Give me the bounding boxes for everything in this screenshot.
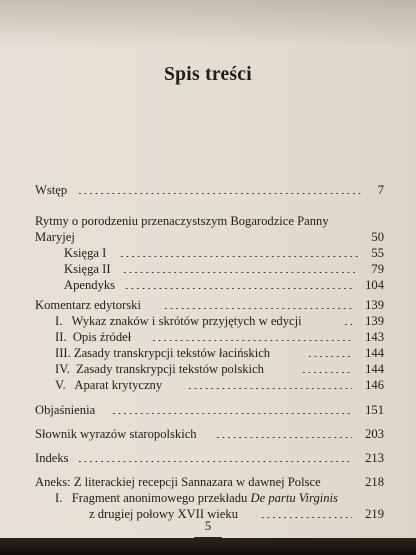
toc-entry-page: 104	[365, 278, 384, 292]
toc-entry-page: 144	[365, 362, 384, 376]
toc-leader	[111, 406, 352, 414]
toc-entry-label: I. Wykaz znaków i skrótów przyjętych w edycji	[55, 314, 302, 328]
toc-entry	[55, 345, 384, 361]
toc-entry-label: Księga I	[64, 246, 107, 260]
toc-entry-page: 139	[365, 298, 384, 312]
toc-entry-label: Słownik wyrazów staropolskich	[35, 427, 197, 441]
toc-entry	[35, 426, 384, 442]
toc-entry-page: 139	[365, 314, 384, 328]
toc-entry-page: 218	[365, 475, 384, 489]
page-bottom-edge	[0, 538, 416, 555]
toc-entry-page: 213	[365, 451, 384, 465]
toc-entry-label-line1: I. Fragment anonimowego przekładu De partu Virginis	[55, 491, 338, 505]
toc-entry-label: II. Opis źródeł	[55, 330, 132, 344]
toc-entry	[55, 377, 384, 393]
toc-entry-page: 203	[365, 427, 384, 441]
toc-entry-label: Apendyks	[64, 278, 116, 292]
toc-entry-page: 55	[371, 246, 384, 260]
toc-entry	[55, 329, 384, 345]
toc-entry	[64, 245, 384, 261]
toc-entry-label: Aneks: Z literackiej recepcji Sannazara w dawnej Polsce	[35, 475, 321, 489]
toc-entry-page: 144	[365, 346, 384, 360]
toc-leader	[187, 381, 352, 389]
bleed-through-text	[220, 0, 410, 200]
toc-entry-page: 7	[377, 183, 384, 197]
toc-entry-label: Objaśnienia	[35, 403, 96, 417]
toc-entry-label: z drugiej połowy XVII wieku	[89, 507, 238, 521]
toc-entry-page: 151	[365, 403, 384, 417]
toc-leader	[77, 454, 352, 462]
page-number: 5	[204, 519, 212, 533]
toc-entry	[35, 474, 384, 490]
toc-entry-label: Indeks	[35, 451, 69, 465]
page-title: Spis treści	[164, 64, 252, 85]
italic-title: De partu Virginis	[250, 491, 338, 505]
toc-entry-page: 146	[365, 378, 384, 392]
toc-leader	[151, 333, 352, 341]
toc-leader	[343, 317, 352, 325]
toc-entry	[35, 182, 384, 198]
toc-leader	[307, 349, 352, 357]
toc-entry-page: 50	[371, 230, 384, 244]
toc-leader	[163, 301, 352, 309]
toc-leader	[119, 249, 358, 257]
toc-entry	[35, 229, 384, 245]
toc-entry	[55, 313, 384, 329]
toc-entry-label: III. Zasady transkrypcji tekstów łacińskich	[55, 346, 271, 360]
page-number-underline	[194, 537, 222, 538]
toc-entry-label: Komentarz edytorski	[35, 298, 141, 312]
toc-entry-label: Maryjej	[35, 230, 75, 244]
toc-leader	[260, 510, 352, 518]
toc-entry	[35, 297, 384, 313]
toc-entry-page: 79	[371, 262, 384, 276]
toc-entry	[35, 450, 384, 466]
toc-entry-page: 219	[365, 507, 384, 521]
toc-leader	[301, 365, 352, 373]
toc-entry-label: Księga II	[64, 262, 111, 276]
toc-leader	[124, 281, 352, 289]
toc-entry-label-line1: Rytmy o porodzeniu przenaczystszym Bogarodzice Panny	[35, 214, 329, 228]
toc-entry-label: IV. Zasady transkrypcji tekstów polskich	[55, 362, 264, 376]
toc-entry	[35, 402, 384, 418]
toc-entry-label: V. Aparat krytyczny	[55, 378, 163, 392]
toc-entry	[64, 277, 384, 293]
toc-entry	[55, 361, 384, 377]
toc-leader	[77, 186, 362, 194]
toc-entry-page: 143	[365, 330, 384, 344]
toc-entry-label: Wstęp	[35, 183, 68, 197]
toc-leader	[215, 430, 352, 438]
